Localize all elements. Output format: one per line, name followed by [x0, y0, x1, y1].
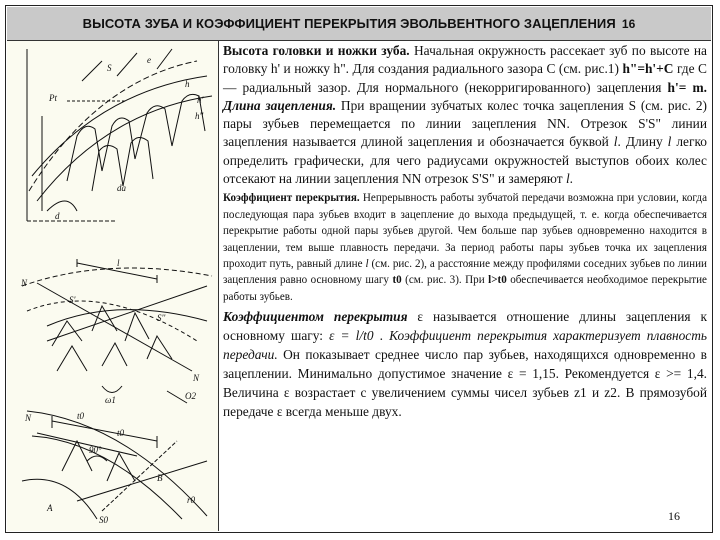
- fig2-label-s1: S': [69, 295, 76, 305]
- fig3-label-t0b: t0: [117, 428, 125, 438]
- fig1-label-s: S: [107, 63, 112, 73]
- heading-tooth-height: Высота головки и ножки зуба.: [223, 43, 410, 58]
- fig1-label-h: h: [185, 79, 190, 89]
- heading-overlap-ratio: Коэффициент перекрытия.: [223, 192, 360, 205]
- figures-panel: [7, 41, 219, 531]
- fig2-label-n1: N: [21, 278, 28, 288]
- fig3-label-a: A: [47, 503, 53, 513]
- fig2-label-l: l: [117, 258, 120, 268]
- figure-3-labels: [24, 411, 196, 525]
- slide-title-bar: [7, 7, 711, 41]
- fig2-label-o2: O2: [185, 391, 196, 401]
- fig1-label-h2: h'': [195, 111, 204, 121]
- title-page-number: 16: [621, 16, 636, 31]
- fig3-label-n: N: [25, 413, 32, 423]
- fig1-label-h1: h': [197, 95, 204, 105]
- gear-figures: [7, 41, 219, 531]
- fig1-label-e: e: [147, 55, 151, 65]
- fig1-label-d: d: [55, 211, 60, 221]
- figure-2-engagement-length: [22, 259, 212, 403]
- fig3-label-s0: S0: [99, 515, 108, 525]
- paragraph-overlap-ratio: Коэффициент перекрытия. Непрерывность работы зубчатой передачи возможна при условии, когда последующая пара зубьев входит в зацепление до выхода предыдущей, т. е. когда обеспечивается перекрытие работы одной пары зубьев другой. Чем больше пар зубьев одновременно находится в зацеплении, тем выше плавность передачи. За период работы пары зубьев точка их зацепления проходит путь, равный длине l (см. рис. 2), а расстояние между профилями соседних зубьев по линии зацепления равно основному шагу t0 (см. рис. 3). При l>t0 обеспечивается необходимое перекрытие работы зубьев.: [223, 192, 707, 303]
- paragraph-tooth-height: Высота головки и ножки зуба. Начальная окружность рассекает зуб по высоте на головку h' и ножку h". Для создания радиального зазора С (см. рис.1) h"=h'+C где С — радиальный зазор. Для нормального (некорригированного) зацепления h'= m. Длина зацепления. При вращении зубчатых колес точка зацепления S (см. рис. 2) пары зубьев перемещается по линии зацепления NN. Отрезок S'S" линии зацепления называется длиной зацепления и обозначается буквой l. Длину l легко определить графически, для чего радиусами окружностей выступов обоих колес отсекают на линии зацепления NN отрезок S'S" и замеряют l.: [223, 43, 707, 187]
- formula-epsilon: ε = l/t0: [329, 328, 374, 344]
- slide-title: ВЫСОТА ЗУБА И КОЭФФИЦИЕНТ ПЕРЕКРЫТИЯ ЭВОЛЬВЕНТНОГО ЗАЦЕПЛЕНИЯ: [82, 16, 616, 31]
- fig2-label-omega: ω1: [105, 395, 116, 405]
- formula-h1: h'= m.: [667, 79, 707, 95]
- text-panel: [223, 42, 707, 530]
- figure-2-labels: [20, 258, 200, 405]
- fig2-label-n2: N: [193, 373, 200, 383]
- heading-overlap-definition: Коэффициентом перекрытия: [223, 309, 408, 325]
- figure-1-labels: [48, 55, 205, 221]
- paragraph-overlap-definition: Коэффициентом перекрытия ε называется отношение длины зацепления к основному шагу: ε = l/t0 . Коэффициент перекрытия характеризует плавность передачи. Он показывает среднее число пар зубьев, находящихся одновременно в зацеплении. Минимально допустимое значение ε = 1,15. Рекомендуется ε >= 1,4. Величина ε возрастает с увеличением суммы чисел зубьев z1 и z2. В прямозубой передаче ε всегда меньше двух.: [223, 309, 707, 420]
- fig3-label-r0: r0: [187, 495, 196, 505]
- fig3-label-90: 90°: [89, 445, 102, 455]
- fig1-label-da: da: [117, 183, 126, 193]
- figure-1-tooth-height: [27, 49, 212, 221]
- formula-h2: h"=h'+C: [622, 61, 674, 77]
- page-number: 16: [668, 509, 680, 523]
- heading-engagement-length: Длина зацепления.: [223, 97, 337, 113]
- fig2-label-s2: S'': [157, 313, 166, 323]
- fig1-label-pt: Pt: [49, 93, 57, 103]
- fig3-label-b: B: [157, 473, 163, 483]
- fig3-label-t0a: t0: [77, 411, 85, 421]
